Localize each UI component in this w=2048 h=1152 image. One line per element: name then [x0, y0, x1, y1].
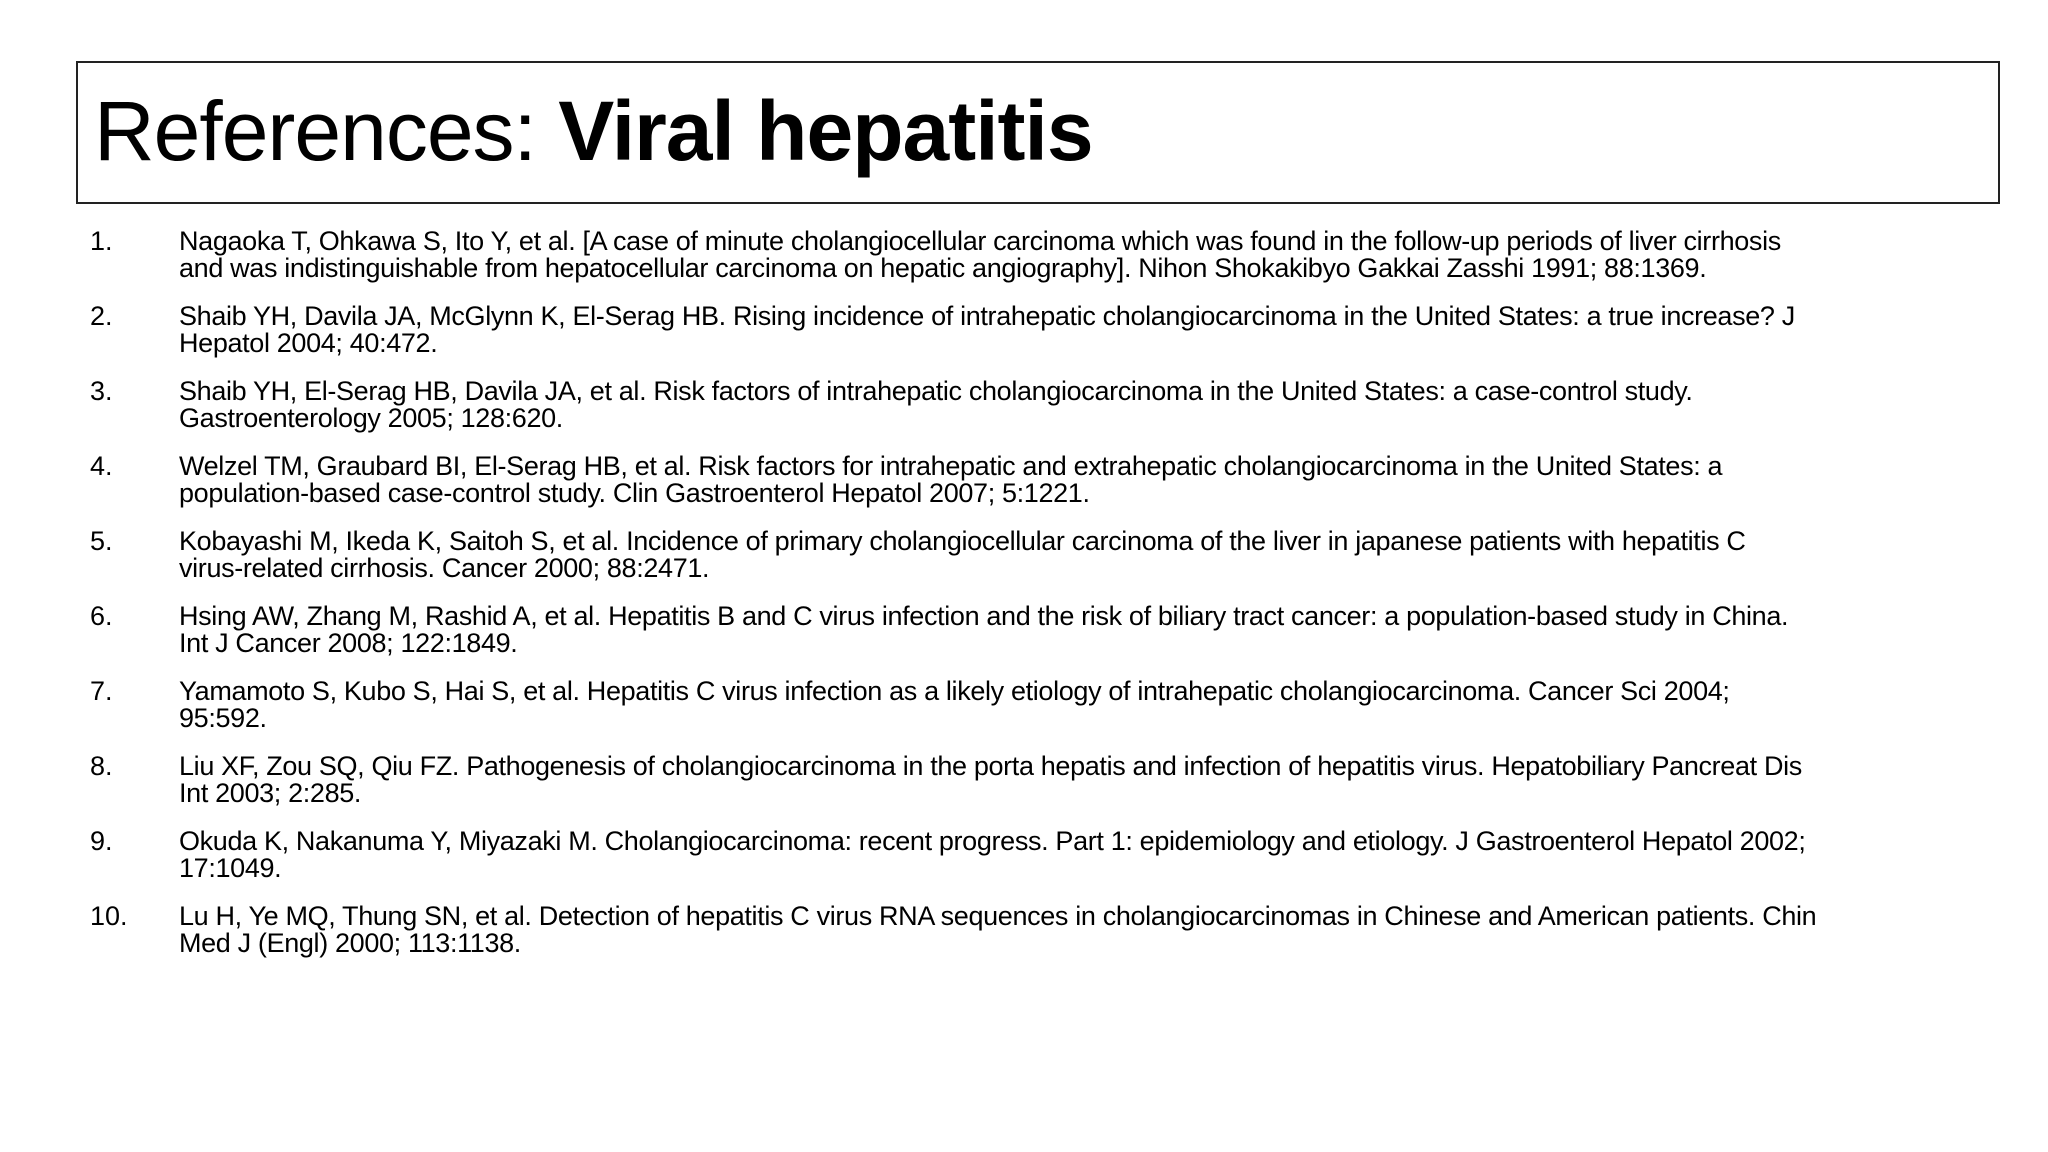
- reference-line: Nagaoka T, Ohkawa S, Ito Y, et al. [A case of minute cholangiocellular carcinoma which was found in the follow-up periods of liver cirrhosis: [179, 226, 1781, 256]
- reference-number: 6.: [90, 601, 113, 631]
- reference-number: 10.: [90, 901, 128, 931]
- reference-text: [179, 303, 2048, 357]
- reference-number: 1.: [90, 226, 113, 256]
- reference-line: Kobayashi M, Ikeda K, Saitoh S, et al. Incidence of primary cholangiocellular carcinoma of the liver in japanese patients with hepatitis C: [179, 526, 1746, 556]
- reference-line: Gastroenterology 2005; 128:620.: [179, 403, 563, 433]
- reference-text: [179, 528, 2048, 582]
- reference-item: [90, 228, 1990, 283]
- title-prefix: References:: [94, 84, 559, 178]
- reference-text: [179, 453, 2048, 507]
- reference-item: [90, 528, 1990, 583]
- reference-list: [90, 228, 1990, 978]
- reference-line: Hsing AW, Zhang M, Rashid A, et al. Hepatitis B and C virus infection and the risk of biliary tract cancer: a population-based study in China.: [179, 601, 1789, 631]
- reference-number: 7.: [90, 676, 113, 706]
- reference-line: virus-related cirrhosis. Cancer 2000; 88:2471.: [179, 553, 710, 583]
- title-bold: Viral hepatitis: [558, 84, 1093, 178]
- reference-text: [179, 603, 2048, 657]
- reference-line: Okuda K, Nakanuma Y, Miyazaki M. Cholangiocarcinoma: recent progress. Part 1: epidemiology and etiology. J Gastroenterol Hepatol 2002;: [179, 826, 1806, 856]
- reference-line: population-based case-control study. Clin Gastroenterol Hepatol 2007; 5:1221.: [179, 478, 1090, 508]
- title-box: [76, 61, 2000, 204]
- reference-line: Shaib YH, El-Serag HB, Davila JA, et al. Risk factors of intrahepatic cholangiocarcinoma in the United States: a case-control study.: [179, 376, 1693, 406]
- reference-number: 5.: [90, 526, 113, 556]
- reference-text: [179, 903, 2048, 957]
- reference-text: [179, 378, 2048, 432]
- reference-item: [90, 603, 1990, 658]
- reference-item: [90, 678, 1990, 733]
- reference-item: [90, 453, 1990, 508]
- reference-text: [179, 228, 2048, 282]
- reference-line: Int 2003; 2:285.: [179, 778, 362, 808]
- slide-title: [94, 83, 1093, 179]
- reference-item: [90, 828, 1990, 883]
- reference-line: Shaib YH, Davila JA, McGlynn K, El-Serag HB. Rising incidence of intrahepatic cholangiocarcinoma in the United States: a true increase? J: [179, 301, 1795, 331]
- reference-number: 8.: [90, 751, 113, 781]
- reference-line: Welzel TM, Graubard BI, El-Serag HB, et al. Risk factors for intrahepatic and extrahepatic cholangiocarcinoma in the United States: a: [179, 451, 1723, 481]
- reference-item: [90, 903, 1990, 958]
- reference-line: and was indistinguishable from hepatocellular carcinoma on hepatic angiography]. Nihon Shokakibyo Gakkai Zasshi 1991; 88:1369.: [179, 253, 1707, 283]
- reference-number: 9.: [90, 826, 113, 856]
- reference-item: [90, 378, 1990, 433]
- reference-number: 2.: [90, 301, 113, 331]
- reference-text: [179, 678, 2048, 732]
- reference-text: [179, 828, 2048, 882]
- reference-line: Liu XF, Zou SQ, Qiu FZ. Pathogenesis of cholangiocarcinoma in the porta hepatis and infection of hepatitis virus. Hepatobiliary Pancreat Dis: [179, 751, 1802, 781]
- reference-item: [90, 753, 1990, 808]
- reference-line: Med J (Engl) 2000; 113:1138.: [179, 928, 521, 958]
- reference-number: 4.: [90, 451, 113, 481]
- reference-line: Lu H, Ye MQ, Thung SN, et al. Detection of hepatitis C virus RNA sequences in cholangiocarcinomas in Chinese and American patients. Chin: [179, 901, 1817, 931]
- reference-line: Yamamoto S, Kubo S, Hai S, et al. Hepatitis C virus infection as a likely etiology of intrahepatic cholangiocarcinoma. Cancer Sci 2004;: [179, 676, 1730, 706]
- reference-number: 3.: [90, 376, 113, 406]
- reference-text: [179, 753, 2048, 807]
- reference-line: 95:592.: [179, 703, 267, 733]
- reference-item: [90, 303, 1990, 358]
- reference-line: Hepatol 2004; 40:472.: [179, 328, 438, 358]
- reference-line: 17:1049.: [179, 853, 282, 883]
- reference-line: Int J Cancer 2008; 122:1849.: [179, 628, 518, 658]
